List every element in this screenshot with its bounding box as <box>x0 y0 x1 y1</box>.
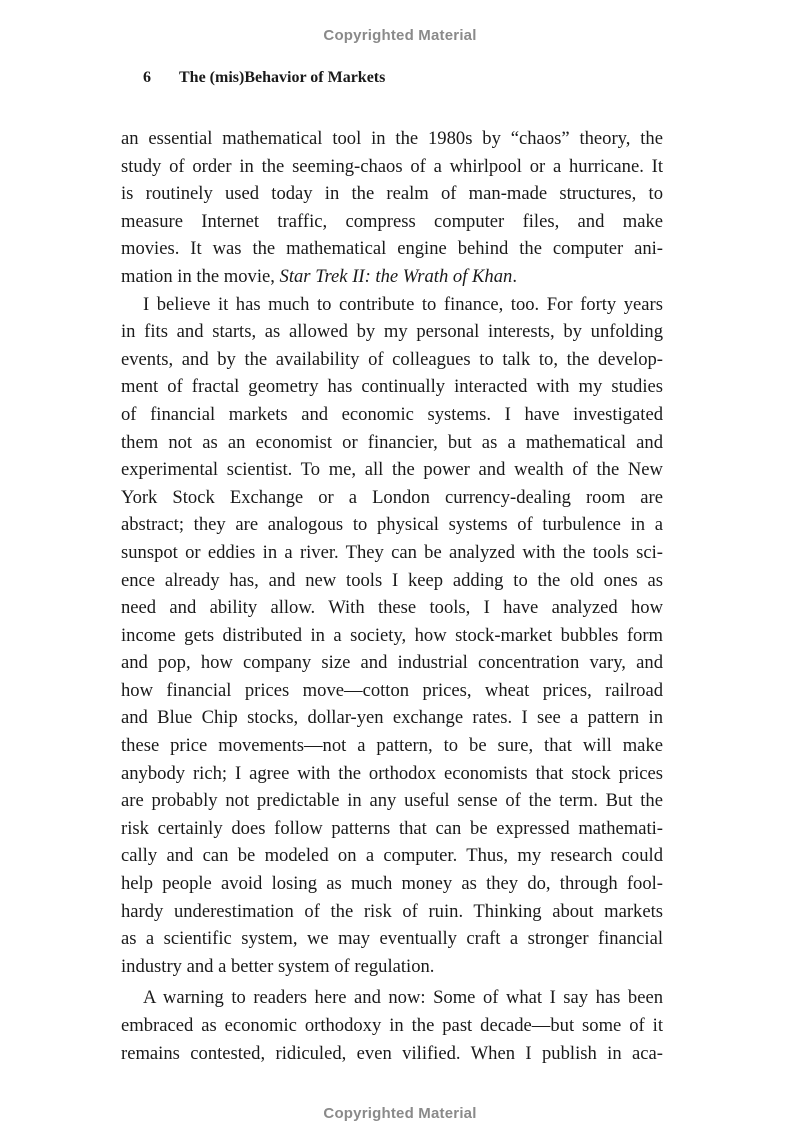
text-line: A warning to readers here and now: Some of what I say has been <box>143 987 663 1009</box>
text-line: remains contested, ridiculed, even vilified. When I publish in aca- <box>121 1042 663 1064</box>
text-line: how financial prices move—cotton prices, wheat prices, railroad <box>121 679 663 701</box>
text-line: in fits and starts, as allowed by my personal interests, by unfolding <box>121 321 663 343</box>
copyright-watermark-bottom: Copyrighted Material <box>323 1105 477 1122</box>
running-head <box>143 69 385 87</box>
text-line: York Stock Exchange or a London currency-dealing room are <box>121 486 663 508</box>
text-line: income gets distributed in a society, how stock-market bubbles form <box>121 624 663 646</box>
text-line-last: industry and a better system of regulation. <box>121 955 435 977</box>
text-line: of financial markets and economic systems. I have investigated <box>121 403 663 425</box>
text-line: and Blue Chip stocks, dollar-yen exchange rates. I see a pattern in <box>121 707 663 729</box>
text-line: ment of fractal geometry has continually interacted with my studies <box>121 376 663 398</box>
text-line: hardy underestimation of the risk of ruin. Thinking about markets <box>121 900 663 922</box>
film-title: Star Trek II: the Wrath of Khan <box>279 265 513 287</box>
text-line: embraced as economic orthodoxy in the past decade—but some of it <box>121 1015 663 1036</box>
text-line: as a scientific system, we may eventually craft a stronger financial <box>121 928 663 950</box>
text-line: measure Internet traffic, compress computer files, and make <box>121 210 663 232</box>
book-title: The (mis)Behavior of Markets <box>179 69 386 86</box>
body-text <box>121 125 663 1067</box>
text-line: anybody rich; I agree with the orthodox economists that stock prices <box>121 762 663 784</box>
paragraph-2 <box>121 291 663 981</box>
text-line: risk certainly does follow patterns that can be expressed mathemati- <box>121 817 663 839</box>
text-fragment: mation in the movie, <box>121 265 280 287</box>
text-line: and pop, how company size and industrial concentration vary, and <box>121 652 663 674</box>
text-line: movies. It was the mathematical engine behind the computer ani- <box>121 238 663 260</box>
text-line: I believe it has much to contribute to finance, too. For forty years <box>143 293 663 315</box>
text-line: sunspot or eddies in a river. They can be analyzed with the tools sci- <box>121 541 663 563</box>
text-line: help people avoid losing as much money as they do, through fool- <box>121 873 663 895</box>
text-line: ence already has, and new tools I keep adding to the old ones as <box>121 569 663 591</box>
text-line: is routinely used today in the realm of man-made structures, to <box>121 183 663 205</box>
page-number: 6 <box>143 69 151 86</box>
text-line: cally and can be modeled on a computer. Thus, my research could <box>121 845 663 867</box>
text-line: experimental scientist. To me, all the power and wealth of the New <box>121 459 663 481</box>
text-line: need and ability allow. With these tools, I have analyzed how <box>121 597 663 619</box>
text-line: study of order in the seeming-chaos of a whirlpool or a hurricane. It <box>121 155 663 177</box>
text-line: an essential mathematical tool in the 1980s by “chaos” theory, the <box>121 128 663 149</box>
paragraph-1 <box>121 125 663 291</box>
text-line: are probably not predictable in any useful sense of the term. But the <box>121 790 663 812</box>
text-fragment: . <box>512 265 517 287</box>
text-line: them not as an economist or financier, but as a mathematical and <box>121 431 663 453</box>
copyright-watermark-top: Copyrighted Material <box>323 27 477 44</box>
text-line: abstract; they are analogous to physical systems of turbulence in a <box>121 514 663 536</box>
text-line: these price movements—not a pattern, to be sure, that will make <box>121 735 663 757</box>
paragraph-3 <box>121 984 663 1067</box>
text-line-last <box>121 263 663 291</box>
text-line: events, and by the availability of colleagues to talk to, the develop- <box>121 348 663 370</box>
